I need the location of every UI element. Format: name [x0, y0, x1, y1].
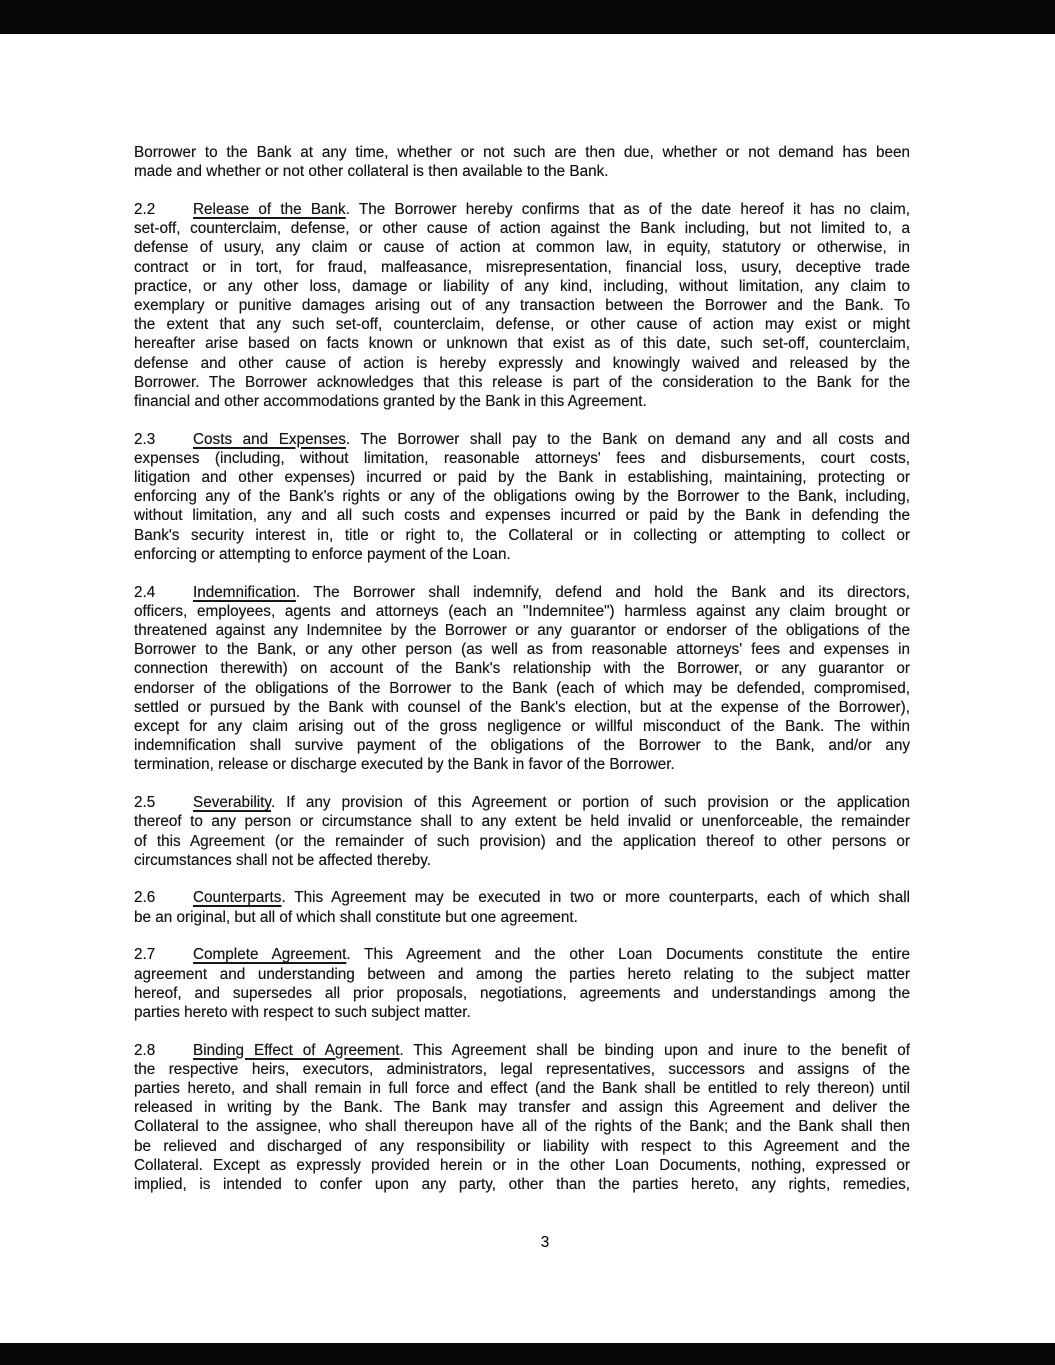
text-line: indemnification shall survive payment of the obligations of the Borrower to the Bank, and/or any — [134, 737, 910, 755]
text-line: connection therewith) on account of the Bank's relationship with the Borrower, or any guarantor or — [134, 660, 910, 678]
text-line: Borrower. The Borrower acknowledges that this release is part of the consideration to the Bank for the — [134, 373, 910, 391]
text-line: financial and other accommodations granted by the Bank in this Agreement. — [134, 392, 647, 410]
text-line: thereof to any person or circumstance shall to any extent be held invalid or unenforceable, the remainder — [134, 813, 910, 831]
text-line: defense of usury, any claim or cause of action at common law, in equity, statutory or otherwise, in — [134, 239, 910, 257]
text-line: Bank's security interest in, title or right to, the Collateral or in collecting or attempting to collect or — [134, 526, 910, 544]
scan-edge-top — [0, 0, 1055, 34]
text-line: except for any claim arising out of the gross negligence or willful misconduct of the Bank. The within — [134, 717, 910, 735]
section-title: Binding Effect of Agreement — [193, 1041, 400, 1059]
scan-edge-bottom — [0, 1343, 1055, 1365]
text-line: contract or in tort, for fraud, malfeasance, misrepresentation, financial loss, usury, deceptive trade — [134, 258, 910, 276]
section-number: 2.8 — [134, 1041, 156, 1059]
text-line: Collateral. Except as expressly provided herein or in the other Loan Documents, nothing, expressed or — [134, 1156, 910, 1174]
text-line: expenses (including, without limitation, reasonable attorneys' fees and disbursements, court costs, — [134, 449, 910, 467]
section-number: 2.3 — [134, 430, 156, 448]
text-line: threatened against any Indemnitee by the Borrower or any guarantor or endorser of the obligations of the — [134, 621, 910, 639]
section-title: Complete Agreement — [193, 946, 347, 964]
section-number: 2.7 — [134, 946, 156, 964]
section-2.3 — [134, 430, 910, 564]
text-line: released in writing by the Bank. The Bank may transfer and assign this Agreement and deliver the — [134, 1099, 910, 1117]
section-2.7 — [134, 945, 910, 1022]
section-2.2 — [134, 200, 910, 411]
text-line: be relieved and discharged of any responsibility or liability with respect to this Agreement and the — [134, 1137, 910, 1155]
section-title: Release of the Bank — [193, 200, 346, 218]
text-line: Collateral to the assignee, who shall thereupon have all of the rights of the Bank; and the Bank shall then — [134, 1118, 910, 1136]
text-line: made and whether or not other collateral is then available to the Bank. — [134, 163, 609, 181]
text-line: litigation and other expenses) incurred or paid by the Bank in establishing, maintaining, protecting or — [134, 469, 910, 487]
text-line: parties hereto, and shall remain in full force and effect (and the Bank shall be entitled to rely thereon) until — [134, 1080, 910, 1098]
text-line: the respective heirs, executors, administrators, legal representatives, successors and assigns of the — [134, 1060, 910, 1078]
section-number: 2.6 — [134, 889, 156, 907]
text-line: 2.7 Complete Agreement. This Agreement and the other Loan Documents constitute the entire — [134, 946, 910, 964]
text-line: 2.3 Costs and Expenses. The Borrower shall pay to the Bank on demand any and all costs and — [134, 430, 910, 448]
section-number: 2.5 — [134, 794, 156, 812]
agreement-body-text — [134, 143, 910, 1194]
text-line: enforcing any of the Bank's rights or any of the obligations owing by the Borrower to the Bank, including, — [134, 488, 910, 506]
text-line: implied, is intended to confer upon any party, other than the parties hereto, any rights, remedies, — [134, 1176, 910, 1194]
text-line: of this Agreement (or the remainder of such provision) and the application thereof to other persons or — [134, 832, 910, 850]
text-line: officers, employees, agents and attorneys (each an "Indemnitee") harmless against any claim brought or — [134, 602, 910, 620]
section-2.6 — [134, 888, 910, 926]
section-number: 2.2 — [134, 200, 156, 218]
text-line: endorser of the obligations of the Borrower to the Bank (each of which may be defended, compromised, — [134, 679, 910, 697]
text-line: 2.5 Severability. If any provision of this Agreement or portion of such provision or the application — [134, 794, 910, 812]
text-line: be an original, but all of which shall constitute but one agreement. — [134, 908, 578, 926]
section-title: Counterparts — [193, 889, 282, 907]
text-line: 2.4 Indemnification. The Borrower shall indemnify, defend and hold the Bank and its directors, — [134, 583, 910, 601]
section-number: 2.4 — [134, 583, 156, 601]
text-line: enforcing or attempting to enforce payment of the Loan. — [134, 545, 511, 563]
section-title: Severability — [193, 794, 271, 812]
text-line: parties hereto with respect to such subject matter. — [134, 1003, 471, 1021]
text-line: 2.8 Binding Effect of Agreement. This Agreement shall be binding upon and inure to the benefit of — [134, 1041, 910, 1059]
text-line: hereafter arise based on facts known or unknown that exist as of this date, such set-off, counterclaim, — [134, 335, 910, 353]
text-line: settled or pursued by the Bank with counsel of the Bank's election, but at the expense of the Borrower), — [134, 698, 910, 716]
section-title: Indemnification — [193, 583, 296, 601]
text-line: Borrower to the Bank at any time, whether or not such are then due, whether or not demand has been — [134, 144, 910, 161]
text-line: termination, release or discharge executed by the Bank in favor of the Borrower. — [134, 756, 675, 774]
section-2.8 — [134, 1041, 910, 1195]
text-line: hereof, and supersedes all prior proposals, negotiations, agreements and understandings among the — [134, 984, 910, 1002]
page-number: 3 — [540, 1234, 550, 1251]
text-line: 2.2 Release of the Bank. The Borrower hereby confirms that as of the date hereof it has no claim, — [134, 200, 910, 218]
text-line: the extent that any such set-off, counterclaim, defense, or other cause of action may exist or might — [134, 316, 910, 334]
text-line: set-off, counterclaim, defense, or other cause of action against the Bank including, but not limited to, a — [134, 220, 910, 238]
text-line: defense and other cause of action is hereby expressly and knowingly waived and released by the — [134, 354, 910, 372]
text-line: 2.6 Counterparts. This Agreement may be executed in two or more counterparts, each of which shall — [134, 889, 910, 907]
section-title: Costs and Expenses — [193, 430, 346, 448]
continued-paragraph — [134, 143, 910, 181]
text-line: circumstances shall not be affected thereby. — [134, 851, 432, 869]
text-line: Borrower to the Bank, or any other person (as well as from reasonable attorneys' fees and expenses in — [134, 641, 910, 659]
text-line: practice, or any other loss, damage or liability of any kind, including, without limitation, any claim to — [134, 277, 910, 295]
text-line: exemplary or punitive damages arising out of any transaction between the Borrower and the Bank. To — [134, 296, 910, 314]
text-line: without limitation, any and all such costs and expenses incurred or paid by the Bank in defending the — [134, 507, 910, 525]
text-line: agreement and understanding between and among the parties hereto relating to the subject matter — [134, 965, 910, 983]
section-2.4 — [134, 583, 910, 775]
section-2.5 — [134, 793, 910, 870]
